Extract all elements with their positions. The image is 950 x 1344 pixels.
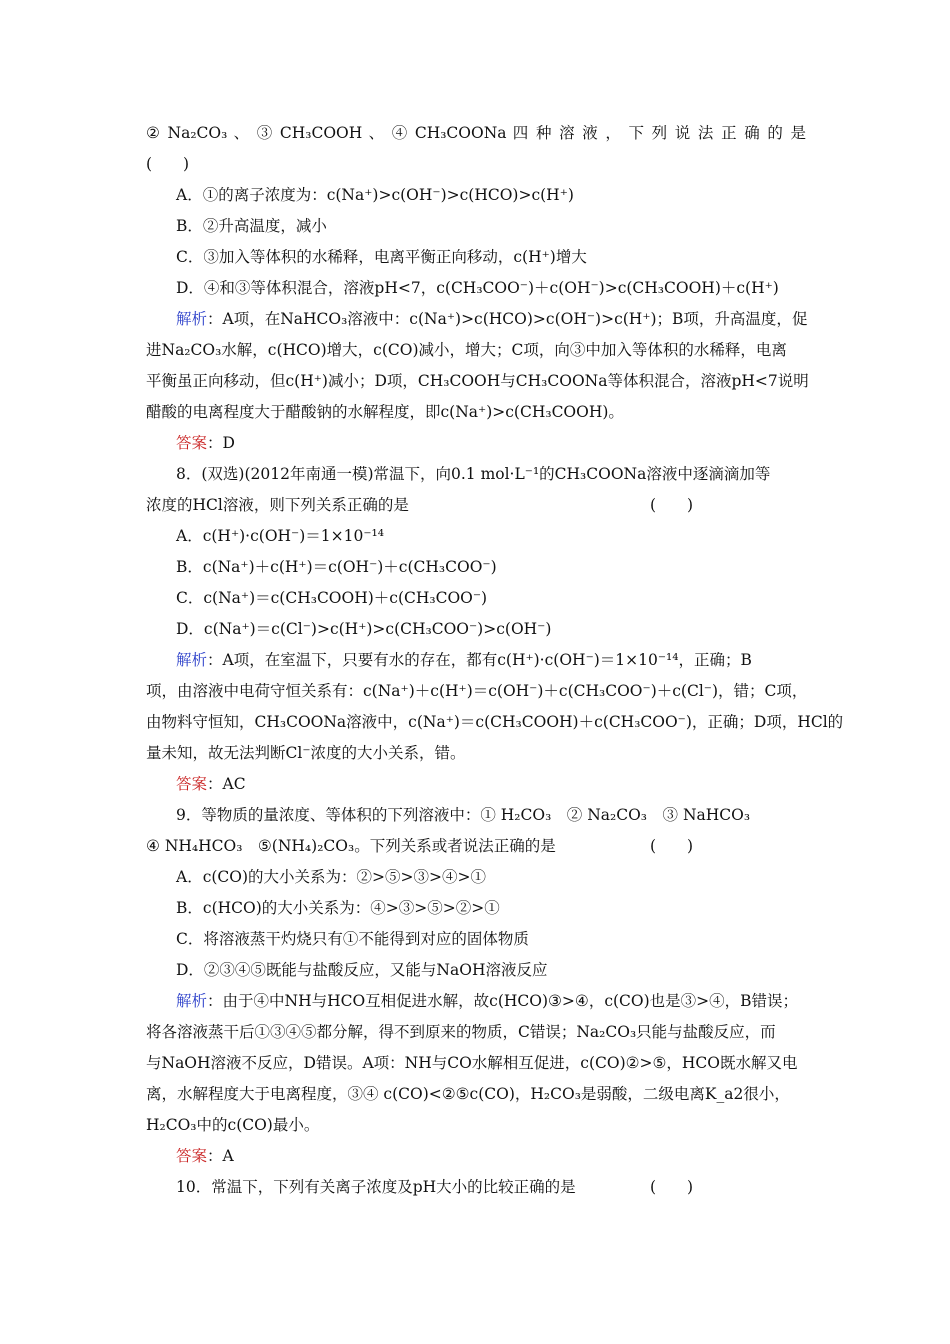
q9-analysis-line3: 与NaOH溶液不反应，D错误。A项：NH与CO水解相互促进，c(CO)②>⑤，HCO既水解又电: [146, 1054, 798, 1072]
q9-option-a: A．c(CO)的大小关系为：②>⑤>③>④>①: [176, 868, 486, 886]
q7-analysis-line3: 平衡虽正向移动，但c(H⁺)减小；D项，CH₃COOH与CH₃COONa等体积混合，溶液pH<7说明: [146, 372, 809, 390]
q8-answer: [176, 774, 246, 794]
q8-stem-line1: 8．(双选)(2012年南通一模)常温下，向0.1 mol·L⁻¹的CH₃COONa溶液中逐滴滴加等: [176, 465, 771, 483]
q7-stem-line1: ② Na₂CO₃ 、 ③ CH₃COOH 、 ④ CH₃COONa 四 种 溶 液 ， 下 列 说 法 正 确 的 是: [146, 124, 806, 142]
analysis-label: 解析: [176, 310, 208, 328]
q8-paren: ( ): [650, 496, 694, 514]
q9-option-d: D．②③④⑤既能与盐酸反应，又能与NaOH溶液反应: [176, 961, 548, 979]
q7-option-d: D．④和③等体积混合，溶液pH<7，c(CH₃COO⁻)＋c(OH⁻)>c(CH₃COOH)＋c(H⁺): [176, 279, 779, 297]
q9-option-b: B．c(HCO)的大小关系为：④>③>⑤>②>①: [176, 899, 500, 917]
q9-answer: [176, 1146, 234, 1166]
answer-label: 答案: [176, 775, 208, 793]
answer-text: ：A: [207, 1147, 234, 1165]
q9-analysis-line1: [176, 991, 798, 1011]
q8-analysis-line3: 由物料守恒知，CH₃COONa溶液中，c(Na⁺)＝c(CH₃COOH)＋c(CH₃COO⁻)，正确；D项，HCl的: [146, 713, 844, 731]
analysis-label: 解析: [176, 992, 208, 1010]
answer-label: 答案: [176, 434, 208, 452]
q7-answer: [176, 433, 235, 453]
analysis-text: ：由于④中NH与HCO互相促进水解，故c(HCO)③>④，c(CO)也是③>④，B错误；: [207, 992, 799, 1010]
analysis-label: 解析: [176, 651, 208, 669]
q7-option-c: C．③加入等体积的水稀释，电离平衡正向移动，c(H⁺)增大: [176, 248, 587, 266]
q8-option-d: D．c(Na⁺)＝c(Cl⁻)>c(H⁺)>c(CH₃COO⁻)>c(OH⁻): [176, 620, 552, 638]
q8-analysis-line4: 量未知，故无法判断Cl⁻浓度的大小关系，错。: [146, 744, 466, 762]
q10-stem: 10．常温下，下列有关离子浓度及pH大小的比较正确的是: [176, 1178, 576, 1196]
q9-option-c: C．将溶液蒸干灼烧只有①不能得到对应的固体物质: [176, 930, 529, 948]
q9-analysis-line2: 将各溶液蒸干后①③④⑤都分解，得不到原来的物质，C错误；Na₂CO₃只能与盐酸反应，而: [146, 1023, 776, 1041]
q7-option-b: B．②升高温度，减小: [176, 217, 327, 235]
q7-option-a: A．①的离子浓度为：c(Na⁺)>c(OH⁻)>c(HCO)>c(H⁺): [176, 186, 574, 204]
q8-stem-line2: 浓度的HCl溶液，则下列关系正确的是: [146, 496, 409, 514]
q8-option-c: C．c(Na⁺)＝c(CH₃COOH)＋c(CH₃COO⁻): [176, 589, 488, 607]
q8-option-a: A．c(H⁺)·c(OH⁻)＝1×10⁻¹⁴: [176, 527, 384, 545]
q7-analysis-line2: 进Na₂CO₃水解，c(HCO)增大，c(CO)减小，增大；C项，向③中加入等体积的水稀释，电离: [146, 341, 787, 359]
q9-paren: ( ): [650, 837, 694, 855]
q10-paren: ( ): [650, 1178, 694, 1196]
analysis-text: ：A项，在室温下，只要有水的存在，都有c(H⁺)·c(OH⁻)＝1×10⁻¹⁴，正确；B: [207, 651, 752, 669]
q9-analysis-line4: 离，水解程度大于电离程度，③④ c(CO)<②⑤c(CO)，H₂CO₃是弱酸，二级电离K_a2很小，: [146, 1085, 790, 1103]
q9-stem-line1: 9．等物质的量浓度、等体积的下列溶液中：① H₂CO₃ ② Na₂CO₃ ③ NaHCO₃: [176, 806, 751, 824]
answer-text: ：AC: [207, 775, 246, 793]
answer-text: ：D: [207, 434, 235, 452]
analysis-text: ：A项，在NaHCO₃溶液中：c(Na⁺)>c(HCO)>c(OH⁻)>c(H⁺)；B项，升高温度，促: [207, 310, 808, 328]
answer-label: 答案: [176, 1147, 208, 1165]
q9-stem-line2: ④ NH₄HCO₃ ⑤(NH₄)₂CO₃。下列关系或者说法正确的是: [146, 837, 556, 855]
q7-analysis-line1: [176, 309, 807, 329]
q9-analysis-line5: H₂CO₃中的c(CO)最小。: [146, 1116, 320, 1134]
q8-analysis-line1: [176, 650, 752, 670]
q7-analysis-line4: 醋酸的电离程度大于醋酸钠的水解程度，即c(Na⁺)>c(CH₃COOH)。: [146, 403, 624, 421]
q8-analysis-line2: 项，由溶液中电荷守恒关系有：c(Na⁺)＋c(H⁺)＝c(OH⁻)＋c(CH₃COO⁻)＋c(Cl⁻)，错；C项，: [146, 682, 808, 700]
q7-paren: ( ): [146, 155, 190, 173]
q8-option-b: B．c(Na⁺)＋c(H⁺)＝c(OH⁻)＋c(CH₃COO⁻): [176, 558, 497, 576]
